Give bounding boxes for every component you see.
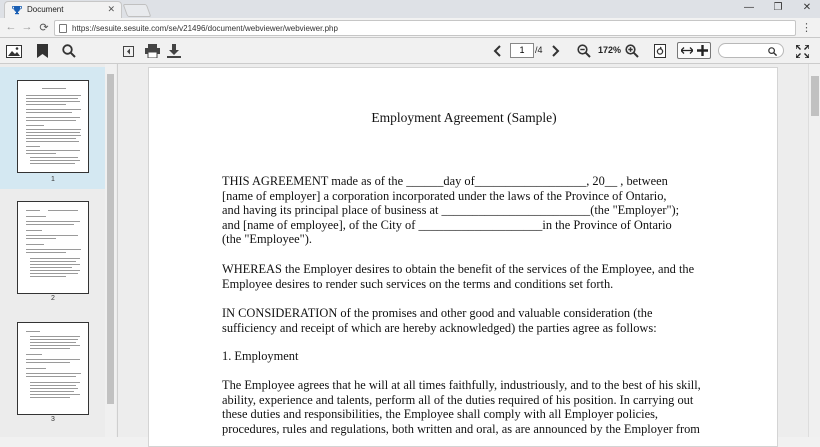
url-text: https://sesuite.sesuite.com/se/v21496/document/webviewer/webviewer.php: [72, 24, 338, 33]
forward-button[interactable]: →: [21, 21, 33, 33]
search-icon: [768, 47, 777, 56]
back-button[interactable]: ←: [5, 21, 17, 33]
fullscreen-icon: [796, 45, 809, 58]
sidebar-scrollbar-thumb[interactable]: [107, 74, 114, 404]
thumbnail-page-2[interactable]: [0, 189, 106, 311]
fit-width-button[interactable]: [677, 42, 711, 59]
paragraph-whereas: WHEREAS the Employer desires to obtain the benefit of the services of the Employee, and the Employee desires to render such services on the terms and conditions set forth.: [222, 262, 695, 291]
thumbnail-number: 2: [51, 295, 55, 302]
document-viewer: [118, 64, 808, 437]
printer-icon: [145, 44, 160, 58]
thumbnail-image: [17, 201, 89, 294]
document-search-input[interactable]: [718, 43, 784, 58]
restore-button[interactable]: ❐: [773, 2, 783, 13]
chevron-right-icon: [551, 45, 560, 57]
document-page: [148, 67, 778, 447]
url-field[interactable]: [54, 20, 796, 36]
sidebar-scrollbar[interactable]: [105, 64, 116, 437]
fit-width-icon: [681, 46, 693, 55]
print-button[interactable]: [143, 42, 161, 60]
viewer-scrollbar-thumb[interactable]: [811, 76, 819, 116]
thumbnail-page-1[interactable]: [0, 67, 106, 189]
thumbnails-button[interactable]: [5, 42, 23, 60]
browser-menu-button[interactable]: ⋮: [801, 22, 812, 34]
trophy-icon: [12, 5, 22, 15]
address-bar-row: [0, 18, 820, 38]
collapse-sidebar-button[interactable]: [121, 42, 135, 60]
chevron-left-icon: [493, 45, 502, 57]
page-icon: [59, 24, 67, 33]
tab-title: Document: [27, 5, 64, 14]
new-tab-button[interactable]: [123, 4, 152, 17]
thumbnail-image: [17, 322, 89, 415]
browser-tab-bar: [0, 0, 820, 18]
download-icon: [167, 44, 181, 58]
image-icon: [6, 45, 22, 58]
paragraph-agreement: THIS AGREEMENT made as of the ______day of__________________, 20__ , between [name of employer] a corporation incorporated under the laws of the Province of Ontario, and having its principal place of business at ________________________(the "Employer"); and [name of employee], of the City of ____________________in the Province of Ontario (the "Employee").: [222, 174, 680, 247]
section-heading: 1. Employment: [222, 349, 299, 363]
page-number-input[interactable]: 1: [510, 43, 534, 58]
rotate-page-icon: [654, 44, 666, 58]
thumbnail-sidebar: [0, 64, 118, 437]
prev-page-button[interactable]: [490, 42, 504, 60]
zoom-level: 172%: [598, 45, 622, 55]
panel-collapse-icon: [123, 46, 134, 57]
thumbnail-image: [17, 80, 89, 173]
sidebar-search-button[interactable]: [60, 42, 78, 60]
next-page-button[interactable]: [548, 42, 562, 60]
zoom-out-button[interactable]: [576, 42, 592, 60]
thumbnail-number: 1: [51, 176, 55, 183]
tab-close-icon[interactable]: ✕: [107, 4, 115, 14]
pan-icon: [697, 45, 708, 56]
viewer-toolbar: [0, 38, 820, 64]
thumbnail-page-3[interactable]: [0, 310, 106, 432]
fullscreen-button[interactable]: [794, 42, 810, 60]
zoom-in-icon: [625, 44, 639, 58]
reload-button[interactable]: ⟳: [39, 22, 49, 34]
close-window-button[interactable]: ✕: [802, 2, 812, 13]
search-icon: [62, 44, 76, 58]
thumbnail-number: 3: [51, 416, 55, 423]
zoom-out-icon: [577, 44, 591, 58]
rotate-button[interactable]: [652, 42, 668, 60]
viewer-scrollbar[interactable]: [808, 64, 820, 437]
document-title: Employment Agreement (Sample): [371, 110, 557, 125]
browser-tab[interactable]: [4, 1, 122, 18]
zoom-in-button[interactable]: [624, 42, 640, 60]
bookmark-icon: [37, 44, 48, 58]
paragraph-consideration: IN CONSIDERATION of the promises and other good and valuable consideration (the sufficiency and receipt of which are hereby acknowledged) the parties agree as follows:: [222, 306, 657, 335]
minimize-button[interactable]: —: [744, 2, 754, 13]
bookmarks-button[interactable]: [35, 42, 49, 60]
page-total: /4: [535, 45, 543, 55]
paragraph-employment: The Employee agrees that he will at all times faithfully, industriously, and to the best of his skill, ability, experience and talents, perform all of the duties required of his position. In carrying out these duties and responsibilities, the Employee shall comply with all Employer policies, procedures, rules and regulations, both written and oral, as are announced by the Employer from: [222, 378, 701, 436]
download-button[interactable]: [165, 42, 183, 60]
